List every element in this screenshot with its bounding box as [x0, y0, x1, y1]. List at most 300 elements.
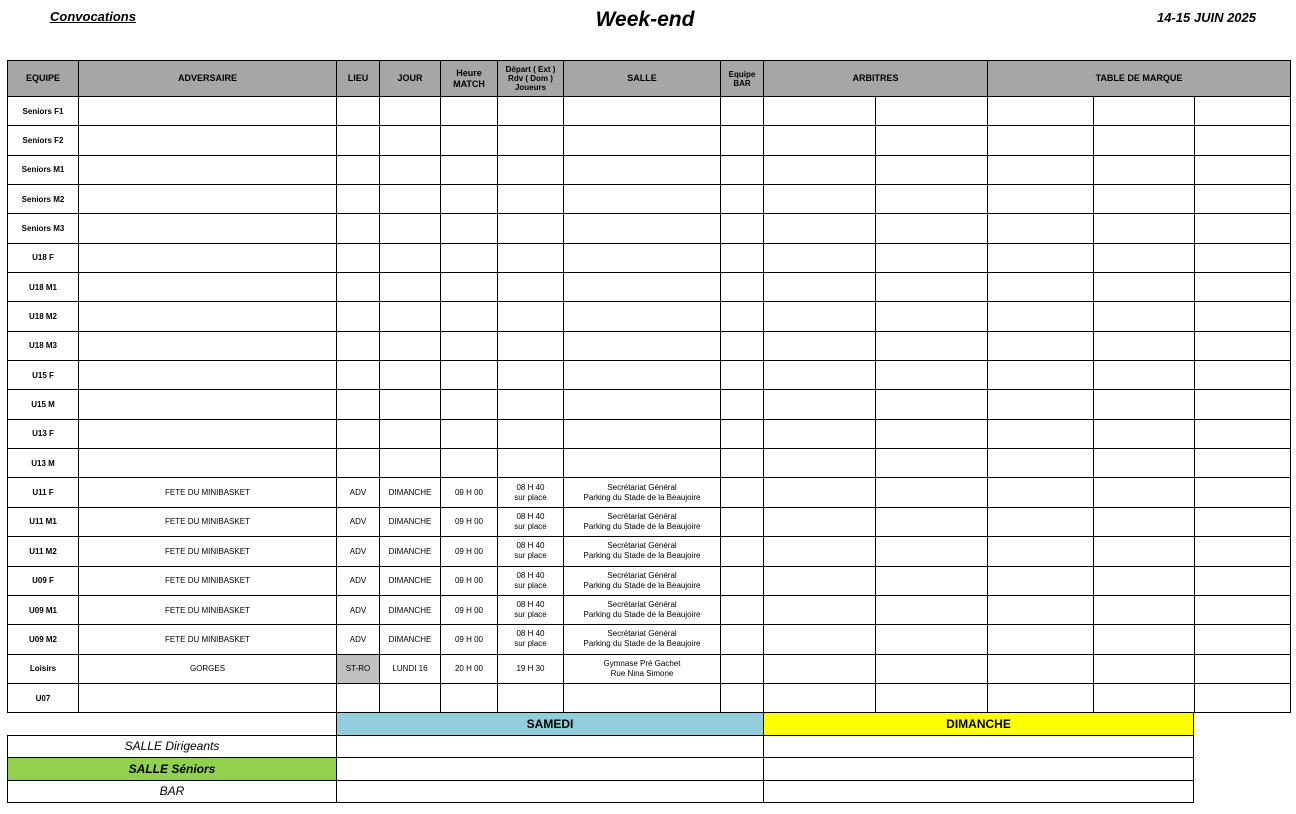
table-marque-3-cell[interactable] [1195, 390, 1291, 419]
adversaire-cell[interactable] [79, 214, 337, 243]
arbitre-2-cell[interactable] [876, 478, 988, 507]
table-marque-2-cell[interactable] [1094, 302, 1195, 331]
team-cell[interactable]: Seniors M1 [8, 155, 79, 184]
arbitre-2-cell[interactable] [876, 126, 988, 155]
heure-cell[interactable] [441, 419, 498, 448]
arbitre-1-cell[interactable] [764, 625, 876, 654]
lieu-cell[interactable] [337, 97, 380, 126]
table-marque-2-cell[interactable] [1094, 566, 1195, 595]
samedi-cell[interactable] [337, 758, 764, 781]
table-marque-2-cell[interactable] [1094, 507, 1195, 536]
table-marque-1-cell[interactable] [988, 273, 1094, 302]
arbitre-2-cell[interactable] [876, 243, 988, 272]
jour-cell[interactable]: DIMANCHE [380, 595, 441, 624]
heure-cell[interactable]: 09 H 00 [441, 478, 498, 507]
salle-cell[interactable] [564, 507, 721, 536]
lieu-cell[interactable] [337, 302, 380, 331]
salle-cell[interactable] [564, 390, 721, 419]
table-marque-2-cell[interactable] [1094, 390, 1195, 419]
salle-row [8, 780, 1194, 803]
table-marque-1-cell[interactable] [988, 478, 1094, 507]
adversaire-cell[interactable]: FETE DU MINIBASKET [79, 595, 337, 624]
adversaire-cell[interactable] [79, 97, 337, 126]
table-marque-2-cell[interactable] [1094, 214, 1195, 243]
equipe-bar-cell[interactable] [721, 566, 764, 595]
depart-line-1: 08 H 40 [516, 482, 545, 492]
adversaire-cell[interactable]: FETE DU MINIBASKET [79, 507, 337, 536]
salle-cell[interactable] [564, 331, 721, 360]
dimanche-cell[interactable] [764, 780, 1194, 803]
salle-cell[interactable] [564, 214, 721, 243]
table-marque-1-cell[interactable] [988, 243, 1094, 272]
jour-cell[interactable] [380, 390, 441, 419]
arbitre-1-cell[interactable] [764, 654, 876, 683]
table-marque-3-cell[interactable] [1195, 331, 1291, 360]
team-cell[interactable]: Seniors F1 [8, 97, 79, 126]
header-row [8, 61, 1291, 97]
equipe-bar-cell[interactable] [721, 361, 764, 390]
table-marque-2-cell[interactable] [1094, 625, 1195, 654]
depart-line-2: sur place [514, 551, 547, 561]
col-jour: JOUR [380, 61, 441, 97]
salle-cell[interactable] [564, 185, 721, 214]
table-marque-3-cell[interactable] [1195, 449, 1291, 478]
salle-line-2: Parking du Stade de la Beaujoire [583, 551, 701, 561]
arbitre-1-cell[interactable] [764, 243, 876, 272]
table-marque-1-cell[interactable] [988, 595, 1094, 624]
jour-cell[interactable]: DIMANCHE [380, 566, 441, 595]
dimanche-cell[interactable] [764, 758, 1194, 781]
depart-cell[interactable] [498, 537, 564, 566]
table-marque-3-cell[interactable] [1195, 419, 1291, 448]
adversaire-cell[interactable]: GORGES [79, 654, 337, 683]
depart-cell[interactable] [498, 566, 564, 595]
table-marque-2-cell[interactable] [1094, 419, 1195, 448]
lieu-cell[interactable] [337, 331, 380, 360]
table-marque-2-cell[interactable] [1094, 478, 1195, 507]
adversaire-cell[interactable] [79, 243, 337, 272]
jour-cell[interactable]: DIMANCHE [380, 478, 441, 507]
team-cell[interactable]: U18 M2 [8, 302, 79, 331]
jour-cell[interactable] [380, 97, 441, 126]
salle-cell[interactable] [564, 566, 721, 595]
heure-cell[interactable]: 09 H 00 [441, 595, 498, 624]
salle-cell[interactable] [564, 625, 721, 654]
table-marque-1-cell[interactable] [988, 185, 1094, 214]
table-marque-2-cell[interactable] [1094, 537, 1195, 566]
table-marque-2-cell[interactable] [1094, 185, 1195, 214]
table-marque-1-cell[interactable] [988, 390, 1094, 419]
depart-cell[interactable] [498, 361, 564, 390]
lieu-cell[interactable]: ADV [337, 478, 380, 507]
team-cell[interactable]: U09 M1 [8, 595, 79, 624]
table-marque-1-cell[interactable] [988, 419, 1094, 448]
heure-cell[interactable] [441, 243, 498, 272]
table-marque-3-cell[interactable] [1195, 683, 1291, 712]
jour-cell[interactable] [380, 331, 441, 360]
equipe-bar-cell[interactable] [721, 185, 764, 214]
lieu-cell[interactable]: ADV [337, 625, 380, 654]
salle-line-2: Rue Nina Simone [610, 668, 674, 678]
table-marque-3-cell[interactable] [1195, 566, 1291, 595]
adversaire-cell[interactable]: FETE DU MINIBASKET [79, 566, 337, 595]
depart-cell[interactable] [498, 273, 564, 302]
table-marque-2-cell[interactable] [1094, 243, 1195, 272]
table-marque-1-cell[interactable] [988, 155, 1094, 184]
arbitre-1-cell[interactable] [764, 331, 876, 360]
salle-cell[interactable] [564, 537, 721, 566]
arbitre-1-cell[interactable] [764, 478, 876, 507]
team-cell[interactable]: U18 M3 [8, 331, 79, 360]
col-adversaire: ADVERSAIRE [79, 61, 337, 97]
depart-line-2: sur place [514, 521, 547, 531]
table-marque-2-cell[interactable] [1094, 155, 1195, 184]
arbitre-2-cell[interactable] [876, 185, 988, 214]
adversaire-cell[interactable] [79, 361, 337, 390]
table-marque-3-cell[interactable] [1195, 595, 1291, 624]
jour-cell[interactable] [380, 683, 441, 712]
arbitre-1-cell[interactable] [764, 507, 876, 536]
team-cell[interactable]: U11 F [8, 478, 79, 507]
jour-cell[interactable]: DIMANCHE [380, 507, 441, 536]
salle-row-label: SALLE Séniors [8, 758, 337, 781]
equipe-bar-cell[interactable] [721, 419, 764, 448]
heure-cell[interactable] [441, 126, 498, 155]
depart-cell[interactable] [498, 214, 564, 243]
adversaire-cell[interactable]: FETE DU MINIBASKET [79, 625, 337, 654]
heure-cell[interactable] [441, 185, 498, 214]
lieu-cell[interactable]: ADV [337, 595, 380, 624]
arbitre-1-cell[interactable] [764, 97, 876, 126]
team-cell[interactable]: U18 M1 [8, 273, 79, 302]
depart-cell[interactable] [498, 97, 564, 126]
equipe-bar-cell[interactable] [721, 478, 764, 507]
arbitre-1-cell[interactable] [764, 683, 876, 712]
depart-cell[interactable] [498, 185, 564, 214]
equipe-bar-cell[interactable] [721, 654, 764, 683]
lieu-cell[interactable]: ADV [337, 566, 380, 595]
depart-cell[interactable] [498, 331, 564, 360]
heure-cell[interactable] [441, 683, 498, 712]
depart-cell[interactable] [498, 478, 564, 507]
heure-cell[interactable] [441, 155, 498, 184]
table-marque-3-cell[interactable] [1195, 97, 1291, 126]
jour-cell[interactable] [380, 214, 441, 243]
table-marque-1-cell[interactable] [988, 331, 1094, 360]
table-marque-2-cell[interactable] [1094, 654, 1195, 683]
lieu-cell[interactable] [337, 243, 380, 272]
heure-cell[interactable] [441, 97, 498, 126]
team-cell[interactable]: U09 M2 [8, 625, 79, 654]
equipe-bar-cell[interactable] [721, 683, 764, 712]
convocations-table [7, 60, 1291, 713]
arbitre-2-cell[interactable] [876, 537, 988, 566]
adversaire-cell[interactable]: FETE DU MINIBASKET [79, 478, 337, 507]
table-marque-2-cell[interactable] [1094, 97, 1195, 126]
jour-cell[interactable] [380, 419, 441, 448]
arbitre-2-cell[interactable] [876, 595, 988, 624]
jour-cell[interactable] [380, 185, 441, 214]
adversaire-cell[interactable]: FETE DU MINIBASKET [79, 537, 337, 566]
jour-cell[interactable]: DIMANCHE [380, 537, 441, 566]
salle-cell[interactable] [564, 155, 721, 184]
lieu-cell[interactable]: ADV [337, 507, 380, 536]
table-marque-3-cell[interactable] [1195, 302, 1291, 331]
equipe-bar-cell[interactable] [721, 243, 764, 272]
depart-cell[interactable] [498, 507, 564, 536]
salle-cell[interactable] [564, 449, 721, 478]
depart-cell[interactable] [498, 683, 564, 712]
equipe-bar-cell[interactable] [721, 302, 764, 331]
arbitre-2-cell[interactable] [876, 361, 988, 390]
team-cell[interactable]: U11 M1 [8, 507, 79, 536]
salle-cell[interactable] [564, 419, 721, 448]
team-cell[interactable]: U07 [8, 683, 79, 712]
table-marque-2-cell[interactable] [1094, 273, 1195, 302]
heure-cell[interactable]: 09 H 00 [441, 507, 498, 536]
col-heure-line2: MATCH [453, 78, 485, 89]
equipe-bar-cell[interactable] [721, 126, 764, 155]
salles-table [7, 712, 1194, 803]
team-cell[interactable]: Seniors M2 [8, 185, 79, 214]
salle-line-2: Parking du Stade de la Beaujoire [583, 521, 701, 531]
arbitre-2-cell[interactable] [876, 331, 988, 360]
team-cell[interactable]: U15 M [8, 390, 79, 419]
col-arbitres: ARBITRES [764, 61, 988, 97]
depart-cell[interactable] [498, 654, 564, 683]
arbitre-1-cell[interactable] [764, 361, 876, 390]
equipe-bar-cell[interactable] [721, 273, 764, 302]
table-marque-1-cell[interactable] [988, 683, 1094, 712]
jour-cell[interactable] [380, 243, 441, 272]
arbitre-1-cell[interactable] [764, 449, 876, 478]
table-marque-1-cell[interactable] [988, 302, 1094, 331]
table-marque-3-cell[interactable] [1195, 243, 1291, 272]
salle-cell[interactable] [564, 273, 721, 302]
equipe-bar-cell[interactable] [721, 449, 764, 478]
table-row [8, 654, 1291, 683]
table-marque-2-cell[interactable] [1094, 331, 1195, 360]
jour-cell[interactable] [380, 155, 441, 184]
equipe-bar-cell[interactable] [721, 214, 764, 243]
heure-cell[interactable] [441, 273, 498, 302]
depart-line-1: 08 H 40 [516, 600, 545, 610]
arbitre-2-cell[interactable] [876, 625, 988, 654]
equipe-bar-cell[interactable] [721, 595, 764, 624]
heure-cell[interactable] [441, 331, 498, 360]
depart-cell[interactable] [498, 595, 564, 624]
adversaire-cell[interactable] [79, 390, 337, 419]
depart-cell[interactable] [498, 302, 564, 331]
arbitre-2-cell[interactable] [876, 273, 988, 302]
heure-cell[interactable]: 09 H 00 [441, 625, 498, 654]
arbitre-2-cell[interactable] [876, 155, 988, 184]
team-cell[interactable]: U15 F [8, 361, 79, 390]
adversaire-cell[interactable] [79, 302, 337, 331]
lieu-cell[interactable] [337, 361, 380, 390]
arbitre-2-cell[interactable] [876, 390, 988, 419]
arbitre-1-cell[interactable] [764, 273, 876, 302]
team-cell[interactable]: Seniors M3 [8, 214, 79, 243]
arbitre-2-cell[interactable] [876, 654, 988, 683]
table-marque-3-cell[interactable] [1195, 507, 1291, 536]
heure-cell[interactable] [441, 214, 498, 243]
depart-cell[interactable] [498, 126, 564, 155]
team-cell[interactable]: U11 M2 [8, 537, 79, 566]
salle-cell[interactable] [564, 243, 721, 272]
depart-cell[interactable] [498, 390, 564, 419]
salle-cell[interactable] [564, 361, 721, 390]
equipe-bar-cell[interactable] [721, 390, 764, 419]
adversaire-cell[interactable] [79, 273, 337, 302]
team-cell[interactable]: U09 F [8, 566, 79, 595]
samedi-cell[interactable] [337, 735, 764, 758]
salle-line-2: Parking du Stade de la Beaujoire [583, 580, 701, 590]
table-marque-3-cell[interactable] [1195, 273, 1291, 302]
arbitre-1-cell[interactable] [764, 566, 876, 595]
col-bar-line2: BAR [733, 78, 751, 88]
table-marque-1-cell[interactable] [988, 97, 1094, 126]
equipe-bar-cell[interactable] [721, 331, 764, 360]
arbitre-2-cell[interactable] [876, 214, 988, 243]
salle-cell[interactable] [564, 683, 721, 712]
arbitre-1-cell[interactable] [764, 214, 876, 243]
heure-cell[interactable] [441, 449, 498, 478]
table-marque-1-cell[interactable] [988, 126, 1094, 155]
adversaire-cell[interactable] [79, 185, 337, 214]
lieu-cell[interactable] [337, 390, 380, 419]
equipe-bar-cell[interactable] [721, 155, 764, 184]
lieu-cell[interactable] [337, 214, 380, 243]
table-marque-3-cell[interactable] [1195, 155, 1291, 184]
dimanche-cell[interactable] [764, 735, 1194, 758]
adversaire-cell[interactable] [79, 683, 337, 712]
equipe-bar-cell[interactable] [721, 537, 764, 566]
depart-cell[interactable] [498, 155, 564, 184]
lieu-cell[interactable] [337, 126, 380, 155]
lieu-cell[interactable] [337, 419, 380, 448]
depart-cell[interactable] [498, 243, 564, 272]
adversaire-cell[interactable] [79, 155, 337, 184]
table-marque-2-cell[interactable] [1094, 683, 1195, 712]
heure-cell[interactable] [441, 302, 498, 331]
samedi-cell[interactable] [337, 780, 764, 803]
table-marque-3-cell[interactable] [1195, 214, 1291, 243]
table-marque-1-cell[interactable] [988, 654, 1094, 683]
arbitre-1-cell[interactable] [764, 126, 876, 155]
team-cell[interactable]: U13 M [8, 449, 79, 478]
table-marque-2-cell[interactable] [1094, 361, 1195, 390]
heure-cell[interactable]: 20 H 00 [441, 654, 498, 683]
depart-cell[interactable] [498, 625, 564, 654]
jour-cell[interactable] [380, 302, 441, 331]
salle-cell[interactable] [564, 302, 721, 331]
lieu-cell[interactable] [337, 683, 380, 712]
arbitre-2-cell[interactable] [876, 449, 988, 478]
table-marque-2-cell[interactable] [1094, 126, 1195, 155]
arbitre-2-cell[interactable] [876, 507, 988, 536]
arbitre-2-cell[interactable] [876, 419, 988, 448]
table-marque-3-cell[interactable] [1195, 478, 1291, 507]
heure-cell[interactable]: 09 H 00 [441, 537, 498, 566]
salle-cell[interactable] [564, 97, 721, 126]
adversaire-cell[interactable] [79, 419, 337, 448]
arbitre-1-cell[interactable] [764, 302, 876, 331]
arbitre-1-cell[interactable] [764, 595, 876, 624]
arbitre-2-cell[interactable] [876, 302, 988, 331]
arbitre-1-cell[interactable] [764, 185, 876, 214]
equipe-bar-cell[interactable] [721, 97, 764, 126]
team-cell[interactable]: Loisirs [8, 654, 79, 683]
salle-cell[interactable] [564, 478, 721, 507]
depart-cell[interactable] [498, 449, 564, 478]
salle-cell[interactable] [564, 126, 721, 155]
heure-cell[interactable] [441, 361, 498, 390]
table-marque-3-cell[interactable] [1195, 654, 1291, 683]
lieu-cell[interactable] [337, 273, 380, 302]
table-marque-1-cell[interactable] [988, 214, 1094, 243]
table-marque-1-cell[interactable] [988, 537, 1094, 566]
lieu-cell[interactable] [337, 185, 380, 214]
adversaire-cell[interactable] [79, 449, 337, 478]
table-marque-3-cell[interactable] [1195, 625, 1291, 654]
arbitre-1-cell[interactable] [764, 537, 876, 566]
arbitre-1-cell[interactable] [764, 390, 876, 419]
arbitre-2-cell[interactable] [876, 683, 988, 712]
team-cell[interactable]: U13 F [8, 419, 79, 448]
jour-cell[interactable] [380, 273, 441, 302]
table-marque-2-cell[interactable] [1094, 449, 1195, 478]
table-marque-3-cell[interactable] [1195, 361, 1291, 390]
arbitre-1-cell[interactable] [764, 419, 876, 448]
table-marque-3-cell[interactable] [1195, 537, 1291, 566]
table-marque-1-cell[interactable] [988, 625, 1094, 654]
heure-cell[interactable]: 09 H 00 [441, 566, 498, 595]
heure-cell[interactable] [441, 390, 498, 419]
depart-cell[interactable] [498, 419, 564, 448]
lieu-cell[interactable] [337, 449, 380, 478]
adversaire-cell[interactable] [79, 331, 337, 360]
table-marque-1-cell[interactable] [988, 507, 1094, 536]
team-cell[interactable]: Seniors F2 [8, 126, 79, 155]
table-marque-1-cell[interactable] [988, 566, 1094, 595]
jour-cell[interactable] [380, 361, 441, 390]
table-row [8, 302, 1291, 331]
jour-cell[interactable] [380, 126, 441, 155]
table-marque-1-cell[interactable] [988, 449, 1094, 478]
table-marque-3-cell[interactable] [1195, 185, 1291, 214]
jour-cell[interactable]: LUNDI 16 [380, 654, 441, 683]
equipe-bar-cell[interactable] [721, 507, 764, 536]
arbitre-2-cell[interactable] [876, 566, 988, 595]
salle-row [8, 758, 1194, 781]
jour-cell[interactable]: DIMANCHE [380, 625, 441, 654]
arbitre-1-cell[interactable] [764, 155, 876, 184]
salle-cell[interactable] [564, 654, 721, 683]
lieu-cell[interactable] [337, 155, 380, 184]
table-marque-1-cell[interactable] [988, 361, 1094, 390]
lieu-cell[interactable]: ST-RO [337, 654, 380, 683]
table-marque-2-cell[interactable] [1094, 595, 1195, 624]
jour-cell[interactable] [380, 449, 441, 478]
arbitre-2-cell[interactable] [876, 97, 988, 126]
lieu-cell[interactable]: ADV [337, 537, 380, 566]
equipe-bar-cell[interactable] [721, 625, 764, 654]
table-marque-3-cell[interactable] [1195, 126, 1291, 155]
salle-cell[interactable] [564, 595, 721, 624]
adversaire-cell[interactable] [79, 126, 337, 155]
team-cell[interactable]: U18 F [8, 243, 79, 272]
